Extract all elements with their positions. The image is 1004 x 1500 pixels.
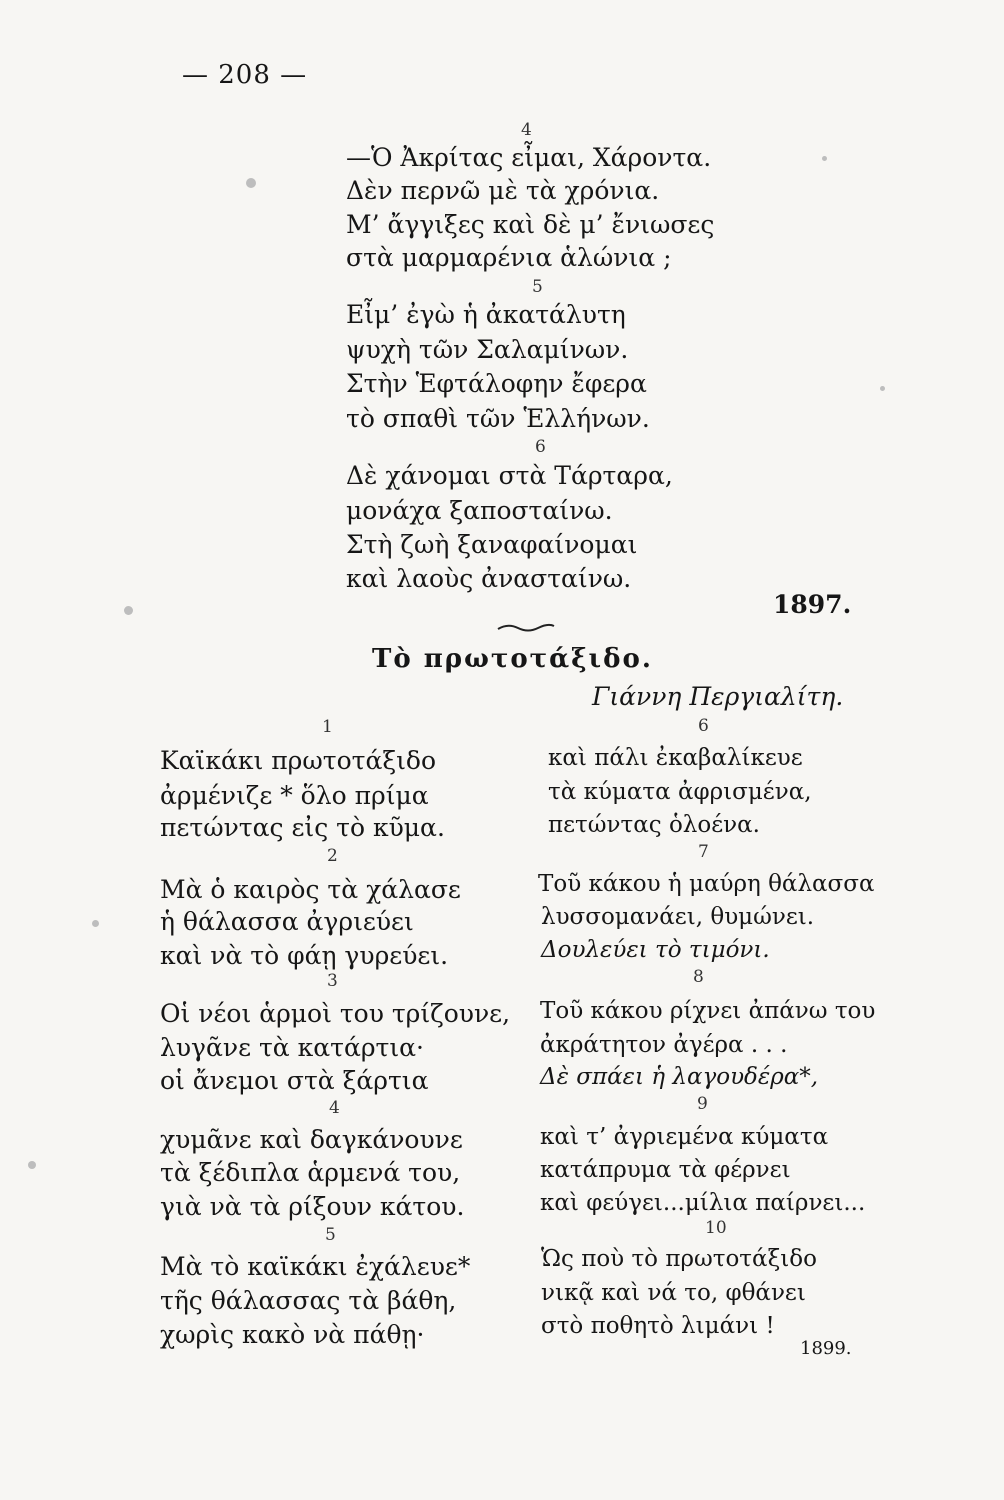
wavy-divider (496, 620, 556, 634)
verse-line: Καϊκάκι πρωτοτάξιδο (160, 746, 437, 775)
verse-line: Μὰ τὸ καϊκάκι ἐχάλευε* (160, 1252, 471, 1281)
poem-1-year: 1897. (773, 590, 852, 619)
verse-line: Στὴν Ἑφτάλοφην ἔφερα (346, 369, 647, 398)
verse-line: καὶ τ’ ἀγριεμένα κύματα (540, 1124, 829, 1150)
stanza-number: 10 (705, 1218, 727, 1238)
stanza-number: 8 (693, 967, 704, 987)
verse-line: τὰ κύματα ἀφρισμένα, (548, 779, 812, 805)
verse-line: καὶ πάλι ἐκαβαλίκευε (548, 745, 803, 771)
stanza-number: 9 (697, 1094, 708, 1114)
verse-line: πετώντας εἰς τὸ κῦμα. (160, 813, 445, 842)
verse-line: ἀρμένιζε * ὅλο πρίμα (160, 781, 429, 810)
scan-speck (880, 386, 885, 391)
verse-line: Ὡς ποὺ τὸ πρωτοτάξιδο (541, 1246, 817, 1272)
stanza-number: 4 (521, 120, 532, 140)
poem-author: Γιάννη Περγιαλίτη. (592, 682, 844, 711)
verse-line: λυγᾶνε τὰ κατάρτια· (160, 1033, 425, 1062)
stanza-number: 2 (327, 846, 338, 866)
stanza-number: 3 (327, 971, 338, 991)
verse-line: χυμᾶνε καὶ δαγκάνουνε (160, 1125, 463, 1154)
verse-line: κατάπρυμα τὰ φέρνει (540, 1157, 791, 1183)
verse-line: οἱ ἄνεμοι στὰ ξάρτια (160, 1066, 429, 1095)
stanza-number: 6 (535, 437, 546, 457)
stanza-number: 6 (698, 716, 709, 736)
verse-line: Εἶμ’ ἐγὼ ἡ ἀκατάλυτη (346, 300, 626, 329)
verse-line: ἀκράτητον ἀγέρα . . . (540, 1032, 788, 1058)
verse-line: χωρὶς κακὸ νὰ πάθῃ· (160, 1320, 425, 1349)
verse-line: καὶ νὰ τὸ φάῃ γυρεύει. (160, 941, 449, 970)
verse-line: Οἱ νέοι ἁρμοὶ του τρίζουνε, (160, 999, 511, 1028)
verse-line: Δὲ σπάει ἡ λαγουδέρα*, (540, 1064, 819, 1090)
verse-line: γιὰ νὰ τὰ ρίξουν κάτου. (160, 1192, 465, 1221)
verse-line: στὸ ποθητὸ λιμάνι ! (541, 1313, 775, 1339)
verse-line: Δουλεύει τὸ τιμόνι. (541, 937, 770, 963)
stanza-number: 5 (325, 1225, 336, 1245)
scan-speck (28, 1161, 36, 1169)
poem-2-year: 1899. (800, 1338, 852, 1359)
verse-line: τὸ σπαθὶ τῶν Ἑλλήνων. (346, 404, 650, 433)
verse-line: στὰ μαρμαρένια ἁλώνια ; (346, 243, 672, 272)
verse-line: Μὰ ὁ καιρὸς τὰ χάλασε (160, 875, 461, 904)
verse-line: καὶ λαοὺς ἀνασταίνω. (346, 564, 632, 593)
verse-line: Στὴ ζωὴ ξαναφαίνομαι (346, 530, 638, 559)
scan-speck (92, 920, 99, 927)
scan-speck (124, 606, 133, 615)
verse-line: Δὲν περνῶ μὲ τὰ χρόνια. (346, 176, 660, 205)
verse-line: πετώντας ὁλοένα. (548, 812, 760, 838)
verse-line: λυσσομανάει, θυμώνει. (541, 904, 815, 930)
verse-line: Μ’ ἄγγιξες καὶ δὲ μ’ ἔνιωσες (346, 210, 715, 239)
verse-line: Δὲ χάνομαι στὰ Τάρταρα, (346, 461, 673, 490)
scan-speck (246, 178, 256, 188)
verse-line: τὰ ξέδιπλα ἁρμενά του, (160, 1158, 461, 1187)
verse-line: —Ὁ Ἀκρίτας εἶμαι, Χάροντα. (346, 143, 712, 172)
stanza-number: 4 (329, 1098, 340, 1118)
verse-line: τῆς θάλασσας τὰ βάθη, (160, 1286, 457, 1315)
verse-line: ἡ θάλασσα ἀγριεύει (160, 907, 414, 936)
page-number: — 208 — (182, 60, 308, 90)
verse-line: ψυχὴ τῶν Σαλαμίνων. (346, 335, 629, 364)
verse-line: καὶ φεύγει...μίλια παίρνει... (540, 1190, 866, 1216)
verse-line: Τοῦ κάκου ἡ μαύρη θάλασσα (538, 871, 875, 897)
verse-line: μονάχα ξαποσταίνω. (346, 496, 613, 525)
verse-line: νικᾷ καὶ νά το, φθάνει (541, 1280, 806, 1306)
stanza-number: 7 (698, 842, 709, 862)
verse-line: Τοῦ κάκου ρίχνει ἀπάνω του (540, 998, 876, 1024)
scan-speck (822, 156, 827, 161)
poem-title: Τὸ πρωτοτάξιδο. (372, 644, 653, 674)
stanza-number: 1 (322, 717, 333, 737)
stanza-number: 5 (532, 277, 543, 297)
